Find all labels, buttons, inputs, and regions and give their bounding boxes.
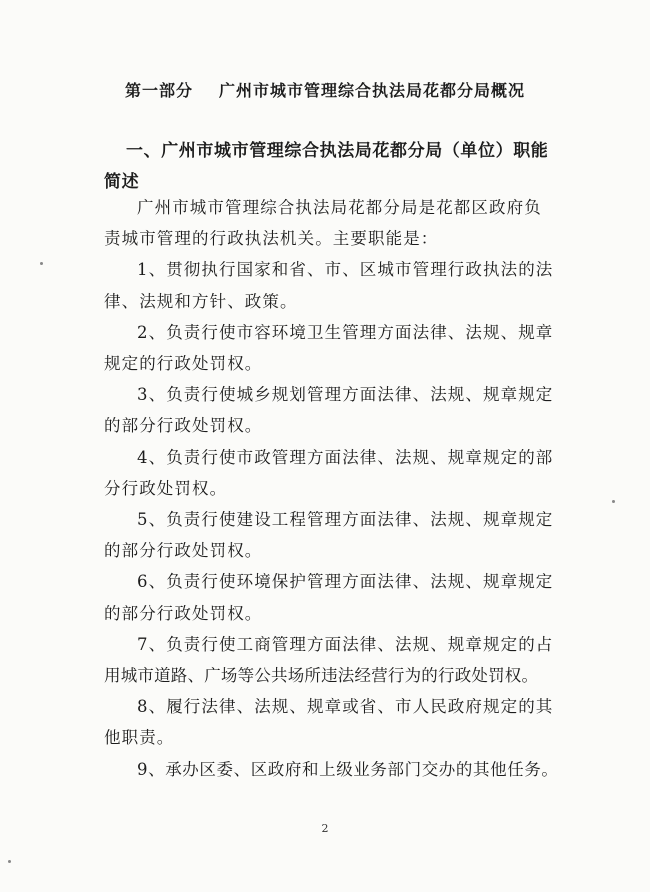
duty-item-line-2: 律、法规和方针、政策。: [104, 291, 298, 311]
intro-line-1: 广州市城市管理综合执法局花都分局是花都区政府负: [137, 198, 542, 217]
body-text: [104, 192, 562, 785]
duty-item-line-1: 8、履行法律、法规、规章或省、市人民政府规定的其: [137, 697, 554, 717]
part-title-prefix: 第一部分: [124, 81, 193, 100]
scan-speck: [8, 860, 11, 863]
duty-item-line-2: 规定的行政处罚权。: [104, 354, 263, 374]
duty-item-line-2: 的部分行政处罚权。: [104, 416, 263, 436]
duty-item-1: [104, 254, 562, 316]
duty-item-3: [104, 379, 562, 441]
duty-item-line-1: 3、负责行使城乡规划管理方面法律、法规、规章规定: [137, 385, 554, 405]
duty-item-9: [104, 754, 562, 785]
section-heading-line-2: 简述: [104, 172, 140, 192]
duty-item-4: [104, 442, 562, 504]
duty-item-line-1: 5、负责行使建设工程管理方面法律、法规、规章规定: [137, 510, 554, 530]
scan-speck: [40, 262, 43, 265]
duty-item-line-1: 7、负责行使工商管理方面法律、法规、规章规定的占: [137, 634, 554, 654]
section-heading-line-1: 一、广州市城市管理综合执法局花都分局（单位）职能: [126, 141, 549, 161]
intro-line-2: 责城市管理的行政执法机关。主要职能是：: [104, 229, 439, 249]
duty-item-line-2: 分行政处罚权。: [104, 478, 228, 498]
duty-item-line-2: 用城市道路、广场等公共场所违法经营行为的行政处罚权。: [104, 666, 539, 686]
scan-speck: [612, 500, 615, 503]
duty-item-7: [104, 629, 562, 691]
duty-item-2: [104, 317, 562, 379]
duty-item-line-1: 9、承办区委、区政府和上级业务部门交办的其他任务。: [137, 759, 559, 779]
duty-item-6: [104, 566, 562, 628]
duty-item-line-2: 的部分行政处罚权。: [104, 541, 263, 561]
duty-item-line-1: 4、负责行使市政管理方面法律、法规、规章规定的部: [137, 447, 554, 467]
duty-item-line-1: 2、负责行使市容环境卫生管理方面法律、法规、规章: [137, 322, 554, 342]
intro-paragraph: [104, 192, 562, 254]
part-title-text: 广州市城市管理综合执法局花都分局概况: [219, 81, 526, 100]
duty-item-line-1: 6、负责行使环境保护管理方面法律、法规、规章规定: [137, 572, 554, 592]
part-title: [0, 78, 650, 101]
page-number: 2: [321, 822, 329, 835]
section-heading: [104, 136, 564, 198]
duty-item-line-2: 他职责。: [104, 728, 175, 748]
duty-item-8: [104, 691, 562, 753]
duty-item-line-1: 1、贯彻执行国家和省、市、区城市管理行政执法的法: [137, 260, 554, 280]
duty-item-line-2: 的部分行政处罚权。: [104, 603, 263, 623]
duty-item-5: [104, 504, 562, 566]
